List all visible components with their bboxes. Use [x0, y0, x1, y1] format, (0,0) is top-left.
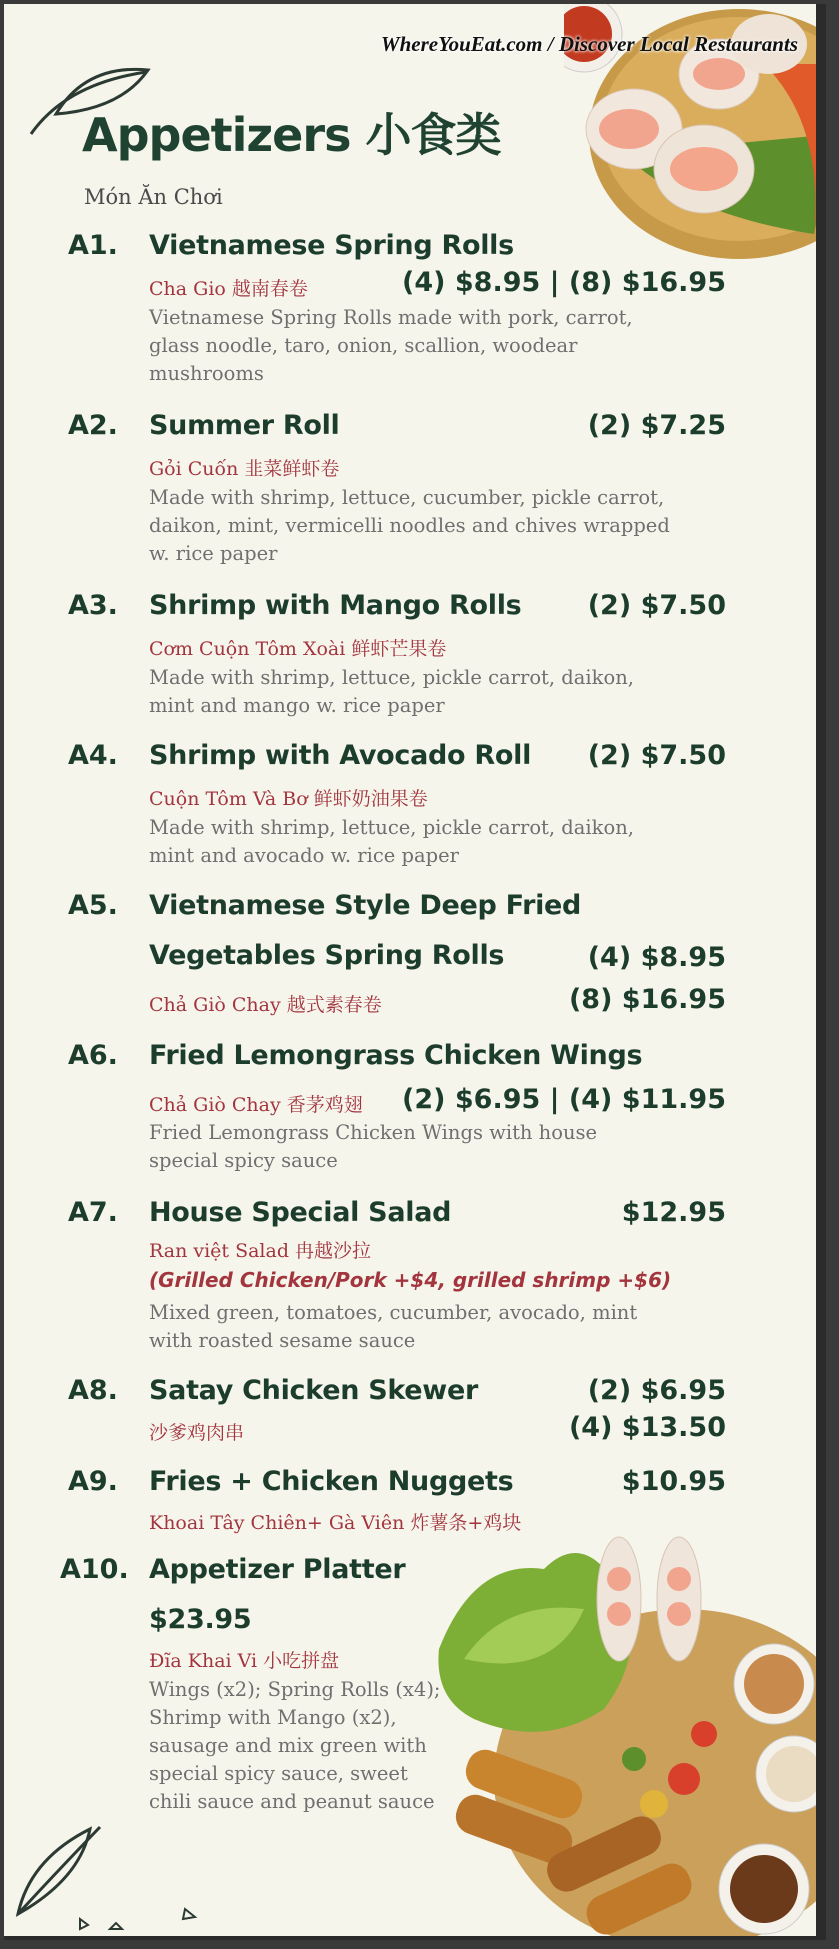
item-subtitle: Khoai Tây Chiên+ Gà Viên 炸薯条+鸡块 [149, 1512, 522, 1534]
item-code: A4. [68, 740, 118, 771]
item-name: Satay Chicken Skewer [149, 1375, 478, 1406]
item-name: House Special Salad [149, 1197, 452, 1228]
item-name: Vietnamese Spring Rolls [149, 230, 514, 261]
item-note: (Grilled Chicken/Pork +$4, grilled shrimp +$6) [149, 1268, 672, 1292]
item-description: Made with shrimp, lettuce, cucumber, pickle carrot, daikon, mint, vermicelli noodles and chives wrapped w. rice paper [149, 486, 670, 565]
item-subtitle: Đĩa Khai Vi 小吃拼盘 [149, 1650, 340, 1672]
watermark: WhereYouEat.com / Discover Local Restaurants [380, 32, 798, 56]
item-subtitle: Cha Gio 越南春卷 [149, 278, 308, 300]
item-name: Shrimp with Avocado Roll [149, 740, 532, 771]
item-price: (2) $6.95 [587, 1375, 726, 1406]
item-subtitle: Gỏi Cuốn 韭菜鲜虾卷 [149, 458, 340, 480]
item-price: $12.95 [621, 1197, 726, 1228]
item-code: A1. [68, 230, 118, 261]
item-name: Appetizer Platter [149, 1554, 406, 1585]
item-subtitle: Chả Giò Chay 越式素春卷 [149, 994, 382, 1016]
item-description: Mixed green, tomatoes, cucumber, avocado, mint with roasted sesame sauce [149, 1301, 638, 1352]
item-code: A10. [60, 1554, 129, 1585]
item-code: A2. [68, 410, 118, 441]
item-name: Fried Lemongrass Chicken Wings [149, 1040, 643, 1071]
item-price: $23.95 [149, 1604, 252, 1635]
item-price-2: (8) $16.95 [568, 984, 726, 1015]
item-price: $10.95 [621, 1466, 726, 1497]
item-price: (2) $7.25 [587, 410, 726, 441]
item-price: (2) $7.50 [587, 590, 726, 621]
item-subtitle: Ran việt Salad 冉越沙拉 [149, 1240, 372, 1262]
item-description: Fried Lemongrass Chicken Wings with house special spicy sauce [149, 1121, 598, 1172]
item-price: (2) $7.50 [587, 740, 726, 771]
item-code: A6. [68, 1040, 118, 1071]
item-subtitle: Cuộn Tôm Và Bơ 鲜虾奶油果卷 [149, 788, 428, 810]
item-code: A8. [68, 1375, 118, 1406]
item-code: A9. [68, 1466, 118, 1497]
item-description: Made with shrimp, lettuce, pickle carrot, daikon, mint and mango w. rice paper [149, 666, 634, 717]
item-description: Vietnamese Spring Rolls made with pork, carrot, glass noodle, taro, onion, scallion, woodear mushrooms [149, 306, 633, 385]
item-price: (2) $6.95 | (4) $11.95 [402, 1084, 726, 1115]
item-name: Shrimp with Mango Rolls [149, 590, 522, 621]
page-title: Appetizers 小食类 [82, 108, 501, 162]
item-price: (4) $8.95 | (8) $16.95 [402, 267, 726, 298]
item-name: Fries + Chicken Nuggets [149, 1466, 514, 1497]
item-code: A5. [68, 890, 118, 921]
page-subtitle: Món Ăn Chơi [84, 185, 223, 209]
item-code: A7. [68, 1197, 118, 1228]
chili-doodle-icon [10, 1819, 210, 1934]
item-price-2: (4) $13.50 [568, 1412, 726, 1443]
item-code: A3. [68, 590, 118, 621]
item-subtitle: Cơm Cuộn Tôm Xoài 鲜虾芒果卷 [149, 638, 447, 660]
item-description: Made with shrimp, lettuce, pickle carrot, daikon, mint and avocado w. rice paper [149, 816, 634, 867]
item-price: (4) $8.95 [587, 942, 726, 973]
item-name: Vietnamese Style Deep Fried [149, 890, 582, 921]
appetizer-platter-photo [434, 1529, 826, 1940]
item-subtitle: 沙爹鸡肉串 [149, 1422, 245, 1444]
item-name-line2: Vegetables Spring Rolls [149, 940, 505, 971]
item-subtitle: Chả Giò Chay 香茅鸡翅 [149, 1094, 363, 1116]
item-description: Wings (x2); Spring Rolls (x4); Shrimp with Mango (x2), sausage and mix green with special spicy sauce, sweet chili sauce and peanut sauce [149, 1678, 441, 1813]
menu-page [4, 4, 826, 1940]
item-name: Summer Roll [149, 410, 340, 441]
